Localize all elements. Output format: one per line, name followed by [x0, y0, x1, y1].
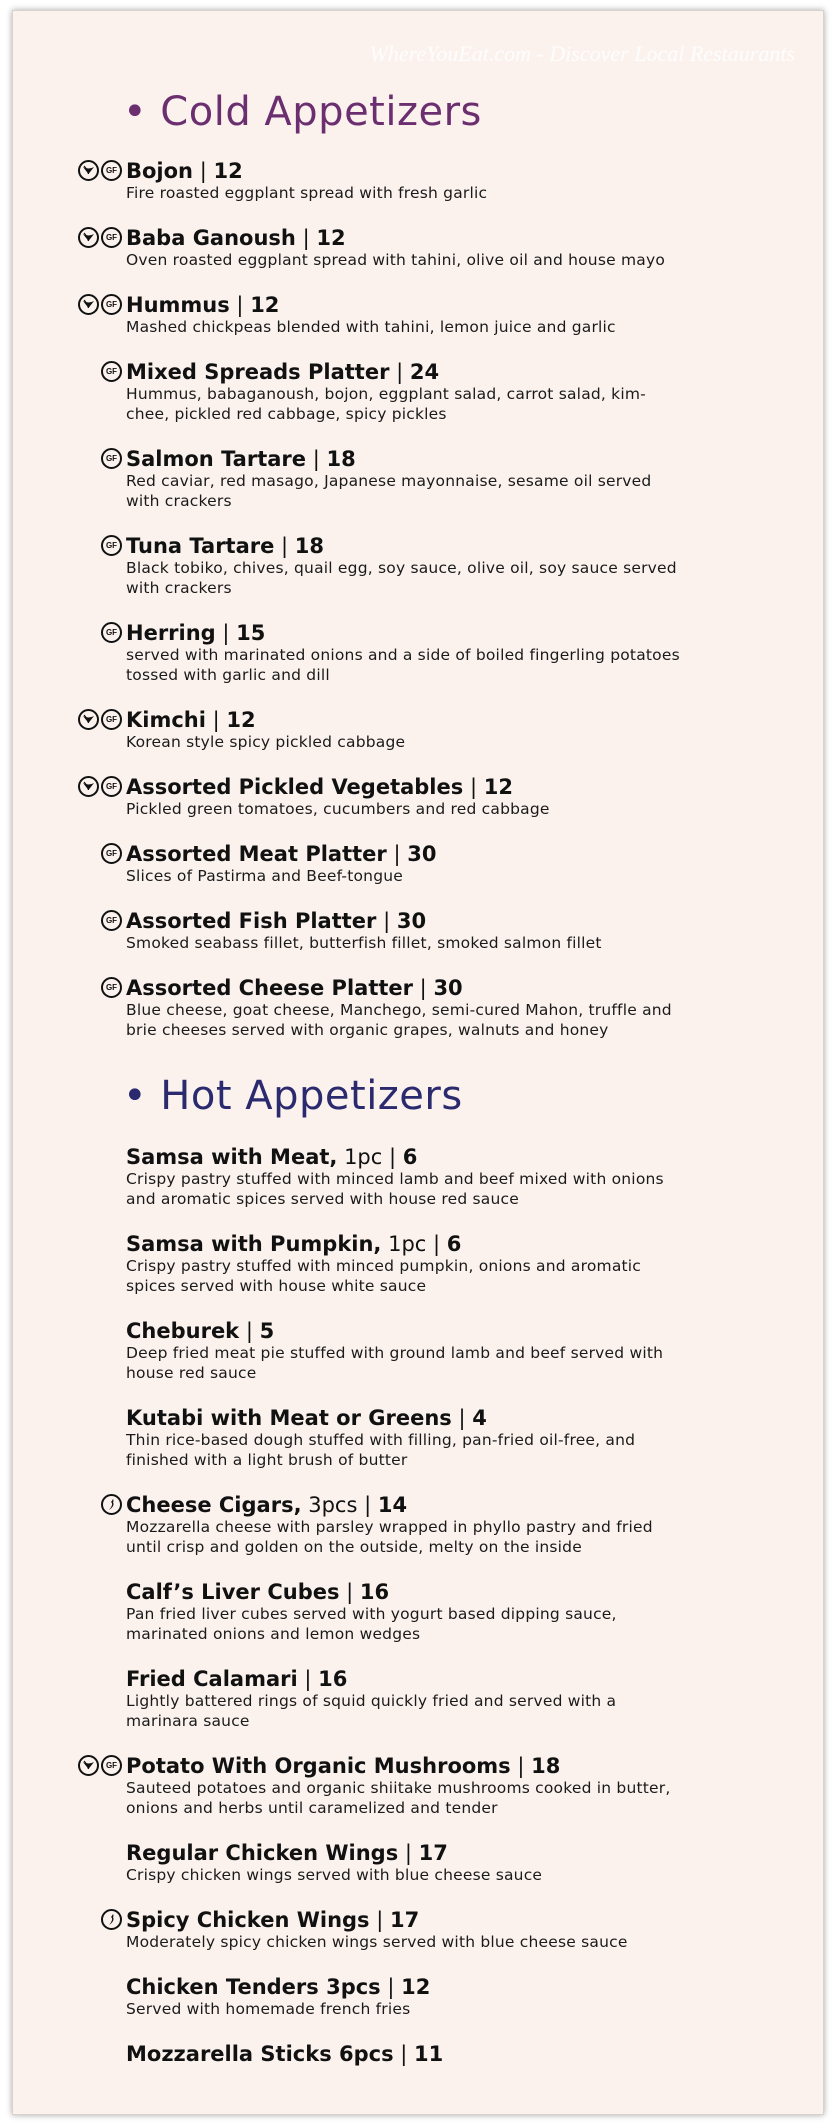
price-separator: |: [229, 293, 251, 317]
gluten-free-icon: GF: [101, 361, 122, 382]
item-description: [126, 1865, 816, 1885]
menu-item: [105, 159, 816, 203]
description-line: Red caviar, red masago, Japanese mayonnaise, sesame oil served: [126, 472, 652, 490]
gluten-free-icon: GF: [101, 1755, 122, 1776]
description-line: Crispy chicken wings served with blue cheese sauce: [126, 1866, 543, 1884]
description-line: chee, pickled red cabbage, spicy pickles: [126, 405, 447, 423]
item-title: [126, 842, 816, 866]
item-title: [126, 909, 816, 933]
item-name: Assorted Meat Platter: [126, 842, 387, 866]
hot-appetizers-list: [105, 1145, 816, 2089]
spicy-pepper-icon: [101, 1909, 122, 1930]
item-title: [126, 1580, 816, 1604]
item-title: [126, 226, 816, 250]
item-title: [126, 1667, 816, 1691]
description-line: Moderately spicy chicken wings served with blue cheese sauce: [126, 1933, 628, 1951]
item-title: [126, 1493, 816, 1517]
item-description: [126, 1256, 816, 1296]
menu-item: [105, 226, 816, 270]
item-title: [126, 1319, 816, 1343]
item-description: [126, 558, 816, 598]
item-description: [126, 1691, 816, 1731]
menu-item: [105, 447, 816, 511]
dietary-icons: [101, 1909, 122, 1930]
menu-item: [105, 534, 816, 598]
vegan-leaf-icon: [78, 1755, 99, 1776]
item-price: 12: [250, 293, 280, 317]
item-price: 12: [401, 1975, 431, 1999]
item-description: [126, 799, 816, 819]
menu-item: [105, 621, 816, 685]
description-line: and aromatic spices served with house red sauce: [126, 1190, 519, 1208]
item-name: Salmon Tartare: [126, 447, 307, 471]
item-description: [126, 1430, 816, 1470]
price-separator: |: [389, 360, 410, 384]
price-separator: |: [380, 1975, 402, 1999]
item-price: 5: [259, 1319, 275, 1343]
gluten-free-icon: GF: [101, 227, 122, 248]
description-line: with crackers: [126, 492, 232, 510]
price-separator: |: [398, 1841, 419, 1865]
item-title: [126, 708, 816, 732]
item-name: Mozzarella Sticks 6pcs: [126, 2042, 394, 2066]
vegan-leaf-icon: [78, 776, 99, 797]
menu-item: [126, 1908, 816, 1952]
item-price: 24: [409, 360, 440, 384]
price-separator: |: [426, 1232, 447, 1256]
description-line: Mashed chickpeas blended with tahini, lemon juice and garlic: [126, 318, 616, 336]
item-name: Assorted Pickled Vegetables: [126, 775, 464, 799]
menu-item: [126, 1841, 816, 1885]
item-price: 12: [213, 159, 243, 183]
price-separator: |: [386, 842, 408, 866]
item-price: 17: [418, 1841, 448, 1865]
vegan-leaf-icon: [78, 227, 99, 248]
item-description: [126, 1932, 816, 1952]
item-price: 30: [396, 909, 427, 933]
description-line: Smoked seabass fillet, butterfish fillet, smoked salmon fillet: [126, 934, 602, 952]
price-separator: |: [382, 1145, 403, 1169]
menu-item: [126, 1232, 816, 1296]
description-line: Sauteed potatoes and organic shiitake mushrooms cooked in butter,: [126, 1779, 671, 1797]
item-description: [126, 933, 816, 953]
item-title: [126, 1841, 816, 1865]
item-title: [126, 2042, 816, 2066]
price-separator: |: [393, 2042, 415, 2066]
item-name: Mixed Spreads Platter: [126, 360, 390, 384]
description-line: marinated onions and lemon wedges: [126, 1625, 421, 1643]
item-name: Cheese Cigars,: [126, 1493, 302, 1517]
description-line: Served with homemade french fries: [126, 2000, 411, 2018]
gluten-free-icon: GF: [101, 622, 122, 643]
item-name: Bojon: [126, 159, 194, 183]
item-price: 4: [472, 1406, 487, 1430]
item-description: [126, 1169, 816, 1209]
dietary-icons: [78, 776, 122, 797]
watermark: WhereYouEat.com - Discover Local Restaurants: [369, 41, 795, 66]
menu-item: [105, 775, 816, 819]
item-title: [126, 1145, 816, 1169]
item-name: Herring: [126, 621, 216, 645]
menu-item: [126, 1975, 816, 2019]
item-price: 30: [407, 842, 437, 866]
item-description: [126, 183, 816, 203]
item-title: [126, 1232, 816, 1256]
dietary-icons: [101, 361, 122, 382]
description-line: Blue cheese, goat cheese, Manchego, semi-cured Mahon, truffle and: [126, 1001, 672, 1019]
item-price: 30: [433, 976, 463, 1000]
price-separator: |: [295, 226, 317, 250]
description-line: Slices of Pastirma and Beef-tongue: [126, 867, 403, 885]
item-price: 12: [226, 708, 256, 732]
item-name: Kimchi: [126, 708, 206, 732]
dietary-icons: [78, 1755, 122, 1776]
section-heading-cold-appetizers: • Cold Appetizers: [123, 89, 482, 135]
vegan-leaf-icon: [78, 709, 99, 730]
dietary-icons: [101, 448, 122, 469]
item-description: [126, 866, 816, 886]
section-heading-hot-appetizers: • Hot Appetizers: [123, 1073, 463, 1119]
item-name: Tuna Tartare: [126, 534, 275, 558]
description-line: Deep fried meat pie stuffed with ground lamb and beef served with: [126, 1344, 664, 1362]
gluten-free-icon: GF: [101, 160, 122, 181]
description-line: Black tobiko, chives, quail egg, soy sauce, olive oil, soy sauce served: [126, 559, 677, 577]
price-separator: |: [193, 159, 214, 183]
item-name: Baba Ganoush: [126, 226, 296, 250]
item-title: [126, 1908, 816, 1932]
dietary-icons: [78, 160, 122, 181]
item-name: Regular Chicken Wings: [126, 1841, 399, 1865]
item-price: 18: [531, 1754, 561, 1778]
item-description: [126, 645, 816, 685]
item-title: [126, 1406, 816, 1430]
description-line: Oven roasted eggplant spread with tahini, olive oil and house mayo: [126, 251, 666, 269]
gluten-free-icon: GF: [101, 977, 122, 998]
description-line: Thin rice-based dough stuffed with filling, pan-fried oil-free, and: [126, 1431, 636, 1449]
menu-item: [105, 1754, 816, 1818]
description-line: onions and herbs until caramelized and tender: [126, 1799, 498, 1817]
item-portion: 3pcs: [301, 1493, 358, 1517]
description-line: Crispy pastry stuffed with minced pumpkin, onions and aromatic: [126, 1257, 642, 1275]
menu-item: [105, 360, 816, 424]
description-line: house red sauce: [126, 1364, 257, 1382]
item-description: [126, 1778, 816, 1818]
item-name: Calf’s Liver Cubes: [126, 1580, 340, 1604]
menu-item: [105, 909, 816, 953]
item-name: Cheburek: [126, 1319, 240, 1343]
item-portion: 1pc: [337, 1145, 383, 1169]
description-line: Crispy pastry stuffed with minced lamb and beef mixed with onions: [126, 1170, 664, 1188]
item-title: [126, 775, 816, 799]
item-title: [126, 976, 816, 1000]
item-title: [126, 621, 816, 645]
price-separator: |: [239, 1319, 260, 1343]
description-line: spices served with house white sauce: [126, 1277, 427, 1295]
price-separator: |: [510, 1754, 532, 1778]
item-description: [126, 1343, 816, 1383]
dietary-icons: [78, 294, 122, 315]
menu-item: [126, 1319, 816, 1383]
gluten-free-icon: GF: [101, 294, 122, 315]
item-price: 11: [414, 2042, 444, 2066]
description-line: Fire roasted eggplant spread with fresh garlic: [126, 184, 488, 202]
gluten-free-icon: GF: [101, 910, 122, 931]
item-price: 12: [316, 226, 346, 250]
dietary-icons: [101, 622, 122, 643]
item-title: [126, 1975, 816, 1999]
item-title: [126, 447, 816, 471]
description-line: until crisp and golden on the outside, melty on the inside: [126, 1538, 582, 1556]
menu-item: [105, 976, 816, 1040]
description-line: Pickled green tomatoes, cucumbers and red cabbage: [126, 800, 550, 818]
description-line: brie cheeses served with organic grapes, walnuts and honey: [126, 1021, 609, 1039]
description-line: Hummus, babaganoush, bojon, eggplant salad, carrot salad, kim-: [126, 385, 646, 403]
menu-page: [12, 10, 824, 2115]
cold-appetizers-list: [105, 159, 816, 1063]
item-portion: 1pc: [381, 1232, 427, 1256]
item-price: 6: [446, 1232, 462, 1256]
item-title: [126, 360, 816, 384]
item-description: [126, 384, 816, 424]
menu-item: [105, 842, 816, 886]
item-price: 16: [318, 1667, 348, 1691]
menu-item: [105, 293, 816, 337]
gluten-free-icon: GF: [101, 709, 122, 730]
description-line: with crackers: [126, 579, 232, 597]
item-description: [126, 317, 816, 337]
item-price: 17: [390, 1908, 420, 1932]
menu-item: [126, 1145, 816, 1209]
price-separator: |: [357, 1493, 378, 1517]
item-description: [126, 1000, 816, 1040]
price-separator: |: [339, 1580, 360, 1604]
item-name: Spicy Chicken Wings: [126, 1908, 370, 1932]
price-separator: |: [306, 447, 327, 471]
description-line: Pan fried liver cubes served with yogurt based dipping sauce,: [126, 1605, 617, 1623]
item-title: [126, 1754, 816, 1778]
item-name: Kutabi with Meat or Greens: [126, 1406, 452, 1430]
menu-item: [126, 1406, 816, 1470]
dietary-icons: [101, 977, 122, 998]
gluten-free-icon: GF: [101, 448, 122, 469]
item-price: 15: [236, 621, 266, 645]
description-line: Mozzarella cheese with parsley wrapped in phyllo pastry and fried: [126, 1518, 653, 1536]
dietary-icons: [101, 910, 122, 931]
price-separator: |: [376, 909, 397, 933]
item-description: [126, 1604, 816, 1644]
dietary-icons: [78, 709, 122, 730]
item-name: Fried Calamari: [126, 1667, 298, 1691]
item-name: Potato With Organic Mushrooms: [126, 1754, 511, 1778]
price-separator: |: [451, 1406, 473, 1430]
price-separator: |: [413, 976, 434, 1000]
item-description: [126, 471, 816, 511]
item-price: 16: [359, 1580, 390, 1604]
spicy-pepper-icon: [101, 1494, 122, 1515]
gluten-free-icon: GF: [101, 535, 122, 556]
item-description: [126, 1517, 816, 1557]
description-line: tossed with garlic and dill: [126, 666, 330, 684]
item-title: [126, 534, 816, 558]
dietary-icons: [78, 227, 122, 248]
item-name: Chicken Tenders 3pcs: [126, 1975, 381, 1999]
description-line: finished with a light brush of butter: [126, 1451, 408, 1469]
price-separator: |: [205, 708, 227, 732]
menu-item: [126, 1493, 816, 1557]
menu-item: [105, 708, 816, 752]
item-description: [126, 1999, 816, 2019]
item-price: 18: [326, 447, 356, 471]
gluten-free-icon: GF: [101, 776, 122, 797]
price-separator: |: [369, 1908, 390, 1932]
item-name: Samsa with Pumpkin,: [126, 1232, 382, 1256]
item-title: [126, 159, 816, 183]
dietary-icons: [101, 1494, 122, 1515]
price-separator: |: [463, 775, 484, 799]
vegan-leaf-icon: [78, 160, 99, 181]
price-separator: |: [297, 1667, 319, 1691]
price-separator: |: [274, 534, 295, 558]
menu-item: [126, 1580, 816, 1644]
dietary-icons: [101, 535, 122, 556]
description-line: served with marinated onions and a side of boiled fingerling potatoes: [126, 646, 680, 664]
item-title: [126, 293, 816, 317]
item-price: 6: [402, 1145, 418, 1169]
item-description: [126, 250, 816, 270]
description-line: marinara sauce: [126, 1712, 250, 1730]
item-description: [126, 732, 816, 752]
item-price: 12: [483, 775, 513, 799]
vegan-leaf-icon: [78, 294, 99, 315]
menu-item: [126, 1667, 816, 1731]
price-separator: |: [215, 621, 237, 645]
item-name: Assorted Cheese Platter: [126, 976, 413, 1000]
item-name: Hummus: [126, 293, 230, 317]
item-price: 14: [377, 1493, 408, 1517]
item-name: Samsa with Meat,: [126, 1145, 338, 1169]
dietary-icons: [101, 843, 122, 864]
menu-item: [126, 2042, 816, 2066]
description-line: Korean style spicy pickled cabbage: [126, 733, 406, 751]
item-name: Assorted Fish Platter: [126, 909, 377, 933]
item-price: 18: [294, 534, 325, 558]
gluten-free-icon: GF: [101, 843, 122, 864]
description-line: Lightly battered rings of squid quickly fried and served with a: [126, 1692, 617, 1710]
